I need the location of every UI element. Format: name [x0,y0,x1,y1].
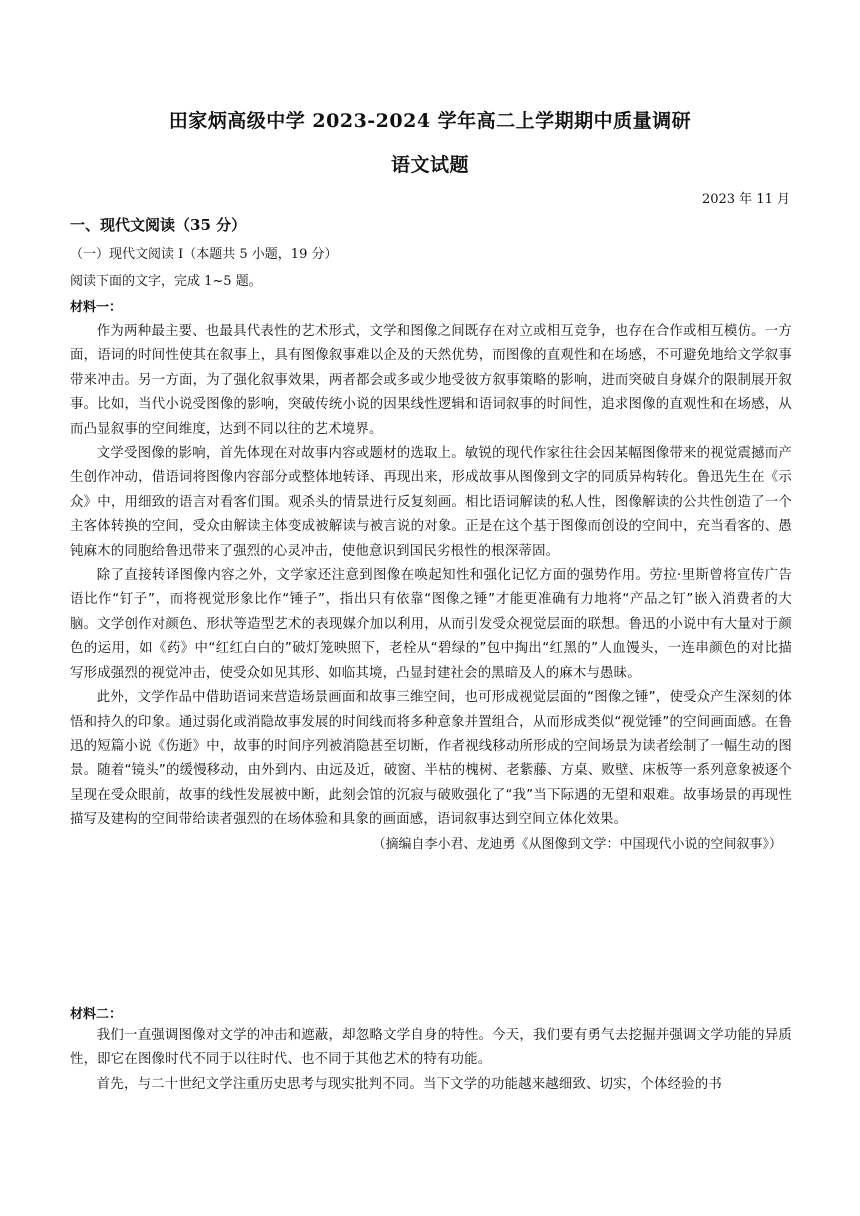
exam-date: 2023 年 11 月 [701,192,790,207]
material-1-paragraph-2: 文学受图像的影响，首先体现在对故事内容或题材的选取上。敏锐的现代作家往往会因某幅图像带来的视觉震撼而产生创作冲动，借语词将图像内容部分或整体地转译、再现出来，形成故事从图像到文字的同质异构转化。鲁迅先生在《示众》中，用细致的语言对看客们围。观杀头的情景进行反复刻画。相比语词解读的私人性，图像解读的公共性创造了一个主客体转换的空间，受众由解读主体变成被解读与被言说的对象。正是在这个基于图像而创设的空间中，充当看客的、愚钝麻木的同胞给鲁迅带来了强烈的心灵冲击，使他意识到国民劣根性的根深蒂固。 [70,446,792,559]
document-title: 田家炳高级中学 2023-2024 学年高二上学期期中质量调研 [168,110,692,132]
material-1-label: 材料一： [70,300,123,315]
material-1-body [70,320,792,857]
material-1-paragraph-1: 作为两种最主要、也最具代表性的艺术形式，文学和图像之间既存在对立或相互竞争，也存在合作或相互模仿。一方面，语词的时间性使其在叙事上，具有图像叙事难以企及的天然优势，而图像的直观性和在场感，不可避免地给文学叙事带来冲击。另一方面，为了强化叙事效果，两者都会或多或少地受彼方叙事策略的影响，进而突破自身媒介的限制展开叙事。比如，当代小说受图像的影响，突破传统小说的因果线性逻辑和语词叙事的时间性，追求图像的直观性和在场感，从而凸显叙事的空间维度，达到不同以往的艺术境界。 [70,324,792,437]
material-2-paragraph-2: 首先，与二十世纪文学注重历史思考与现实批判不同。当下文学的功能越来越细致、切实，个体经验的书 [96,1076,722,1092]
material-1-paragraph-4: 此外，文学作品中借助语词来营造场景画面和故事三维空间，也可形成视觉层面的“图像之锤”，使受众产生深刻的体悟和持久的印象。通过弱化或消隐故事发展的时间线而将多种意象并置组合，从而形成类似“视觉锤”的空间画面感。在鲁迅的短篇小说《伤逝》中，故事的时间序列被消隐甚至切断，作者视线移动所形成的空间场景为读者绘制了一幅生动的图景。随着“镜头”的缓慢移动，由外到内、由远及近，破窗、半枯的槐树、老紫藤、方桌、败壁、床板等一系列意象被逐个呈现在受众眼前，故事的线性发展被中断，此刻会馆的沉寂与破败强化了“我”当下际遇的无望和艰难。故事场景的再现性描写及建构的空间带给读者强烈的在场体验和具象的画面感，语词叙事达到空间立体化效果。 [70,690,792,828]
material-1-paragraph-3: 除了直接转译图像内容之外，文学家还注意到图像在唤起知性和强化记忆方面的强势作用。劳拉·里斯曾将宣传广告语比作“钉子”，而将视觉形象比作“锤子”，指出只有依靠“图像之锤”才能更准确有力地将“产品之钉”嵌入消费者的大脑。文学创作对颜色、形状等造型艺术的表现媒介加以利用，从而引发受众视觉层面的联想。鲁迅的小说中有大量对于颜色的运用，如《药》中“红红白白的”破灯笼映照下，老栓从“碧绿的”包中掏出“红黑的”人血馒头，一连串颜色的对比描写形成强烈的视觉冲击，使受众如见其形、如临其境，凸显封建社会的黑暗及人的麻木与愚昧。 [70,568,792,681]
section-heading: 一、现代文阅读（35 分） [70,216,247,234]
document-subtitle: 语文试题 [390,154,469,176]
section-subheading: （一）现代文阅读 I（本题共 5 小题，19 分） [70,247,338,262]
material-2-body [70,1024,792,1097]
reading-instruction: 阅读下面的文字，完成 1~5 题。 [70,274,262,289]
material-2-label: 材料二： [70,1007,123,1022]
material-1-source: （摘编自李小君、龙迪勇《从图像到文学：中国现代小说的空间叙事》） [372,836,782,852]
material-2-paragraph-1: 我们一直强调图像对文学的冲击和遮蔽，却忽略文学自身的特性。今天，我们要有勇气去挖掘并强调文学功能的异质性，即它在图像时代不同于以往时代、也不同于其他艺术的特有功能。 [70,1028,792,1068]
